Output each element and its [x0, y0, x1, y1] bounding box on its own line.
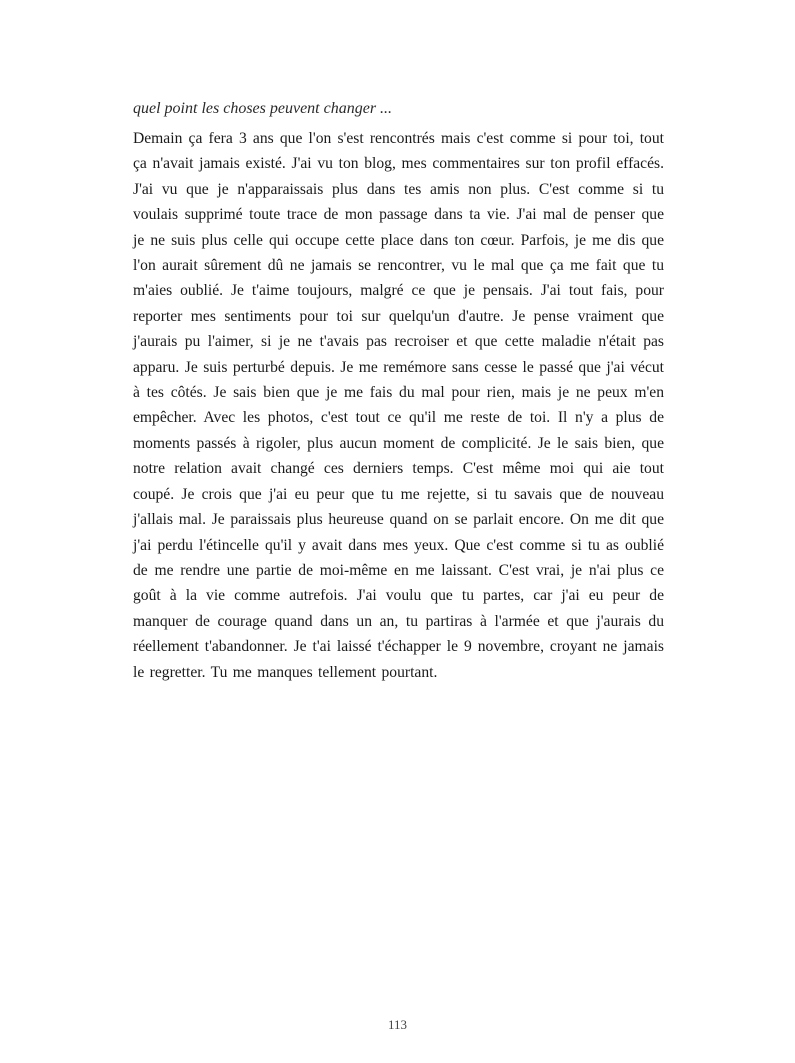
body-paragraph: Demain ça fera 3 ans que l'on s'est rencontrés mais c'est comme si pour toi, tout ça n'avait jamais existé. J'ai vu ton blog, mes commentaires sur ton profil effacés. J'ai vu que je n'apparaissais plus dans tes amis non plus. C'est comme si tu voulais supprimé toute trace de mon passage dans ta vie. J'ai mal de penser que je ne suis plus celle qui occupe cette place dans ton cœur. Parfois, je me dis que l'on aurait sûrement dû ne jamais se rencontrer, vu le mal que ça me fait que tu m'aies oublié. Je t'aime toujours, malgré ce que je pensais. J'ai tout fais, pour reporter mes sentiments pour toi sur quelqu'un d'autre. Je pense vraiment que j'aurais pu l'aimer, si je ne t'avais pas recroiser et que cette maladie n'était pas apparu. Je suis perturbé depuis. Je me remémore sans cesse le passé que j'ai vécut à tes côtés. Je sais bien que je me fais du mal pour rien, mais je ne peux m'en empêcher. Avec les photos, c'est tout ce qu'il me reste de toi. Il n'y a plus de moments passés à rigoler, plus aucun moment de complicité. Je le sais bien, que notre relation avait changé ces derniers temps. C'est même moi qui aie tout coupé. Je crois que j'ai eu peur que tu me rejette, si tu savais que de nouveau j'allais mal. Je paraissais plus heureuse quand on se parlait encore. On me dit que j'ai perdu l'étincelle qu'il y avait dans mes yeux. Que c'est comme si tu as oublié de me rendre une partie de moi-même en me laissant. C'est vrai, je n'ai plus ce goût à la vie comme autrefois. J'ai voulu que tu partes, car j'ai eu peur de manquer de courage quand dans un an, tu partiras à l'armée et que j'aurais du réellement t'abandonner. Je t'ai laissé t'échapper le 9 novembre, croyant ne jamais le regretter. Tu me manques tellement pourtant.: [133, 130, 664, 681]
text-block: [133, 96, 664, 685]
section-heading: quel point les choses peuvent changer ...: [133, 100, 393, 117]
page-number: 113: [387, 1017, 408, 1032]
